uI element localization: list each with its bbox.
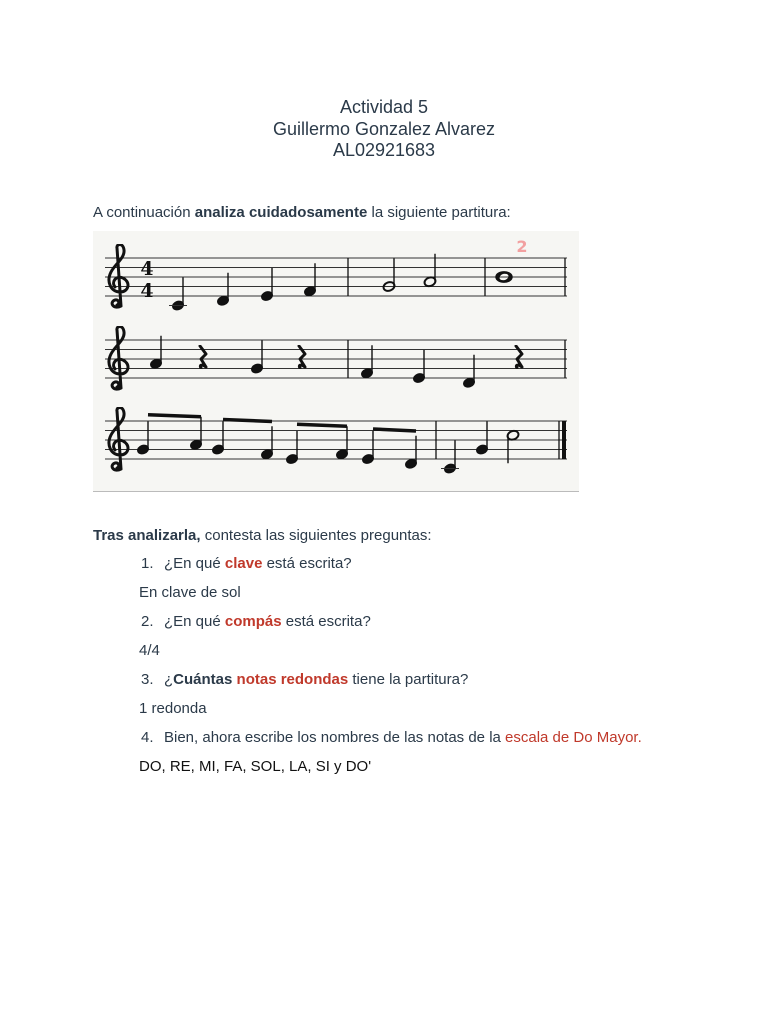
question-number: 3. — [141, 671, 154, 688]
question-1 — [141, 555, 352, 573]
answer-3: 1 redonda — [139, 700, 207, 717]
question-3 — [141, 671, 468, 689]
eighth-beam — [297, 424, 347, 426]
instructions-paragraph — [93, 527, 432, 545]
question-text: ¿En qué — [164, 555, 225, 572]
question-number: 4. — [141, 729, 154, 746]
eighth-beam — [148, 415, 201, 417]
eighth-beam — [223, 420, 272, 422]
student-id: AL02921683 — [332, 140, 436, 160]
activity-title: Actividad 5 — [339, 97, 429, 117]
question-highlight: notas redondas — [236, 671, 349, 688]
final-bar-line — [562, 421, 566, 459]
treble-clef-icon — [109, 408, 128, 471]
intro-paragraph — [93, 204, 511, 222]
question-text: está escrita? — [262, 555, 352, 572]
question-bold: Cuántas — [173, 671, 233, 688]
question-text: Bien, ahora escribe los nombres de las notas de la — [164, 729, 506, 746]
question-text: tiene la partitura? — [348, 671, 469, 688]
document-header — [0, 97, 768, 162]
answer-1: En clave de sol — [139, 584, 241, 601]
question-number: 1. — [141, 555, 154, 572]
intro-text-1: A continuación — [93, 204, 195, 221]
music-score — [93, 231, 579, 491]
intro-bold: analiza cuidadosamente — [194, 204, 368, 221]
answer-2: 4/4 — [139, 642, 160, 659]
intro-text-2: la siguiente partitura: — [367, 204, 511, 221]
corner-mark: 2 — [516, 237, 528, 256]
question-highlight: compás — [224, 613, 282, 630]
time-signature — [140, 258, 153, 302]
music-score-image — [93, 231, 579, 492]
instructions-bold: Tras analizarla, — [93, 527, 201, 544]
time-signature-bottom: 4 — [140, 280, 154, 302]
question-4 — [141, 729, 642, 747]
question-text: ¿En qué — [164, 613, 225, 630]
question-text: ¿ — [164, 671, 174, 688]
time-signature-top: 4 — [140, 258, 154, 280]
treble-clef-icon — [109, 245, 128, 308]
question-2 — [141, 613, 371, 631]
treble-clef-icon — [109, 327, 128, 390]
question-text: está escrita? — [281, 613, 371, 630]
question-highlight: clave — [224, 555, 263, 572]
student-name: Guillermo Gonzalez Alvarez — [272, 118, 496, 139]
instructions-text: contesta las siguientes preguntas: — [200, 527, 432, 544]
answer-4: DO, RE, MI, FA, SOL, LA, SI y DO' — [139, 758, 372, 775]
question-highlight: escala de Do Mayor. — [505, 729, 642, 746]
question-number: 2. — [141, 613, 154, 630]
eighth-beam — [373, 429, 416, 431]
